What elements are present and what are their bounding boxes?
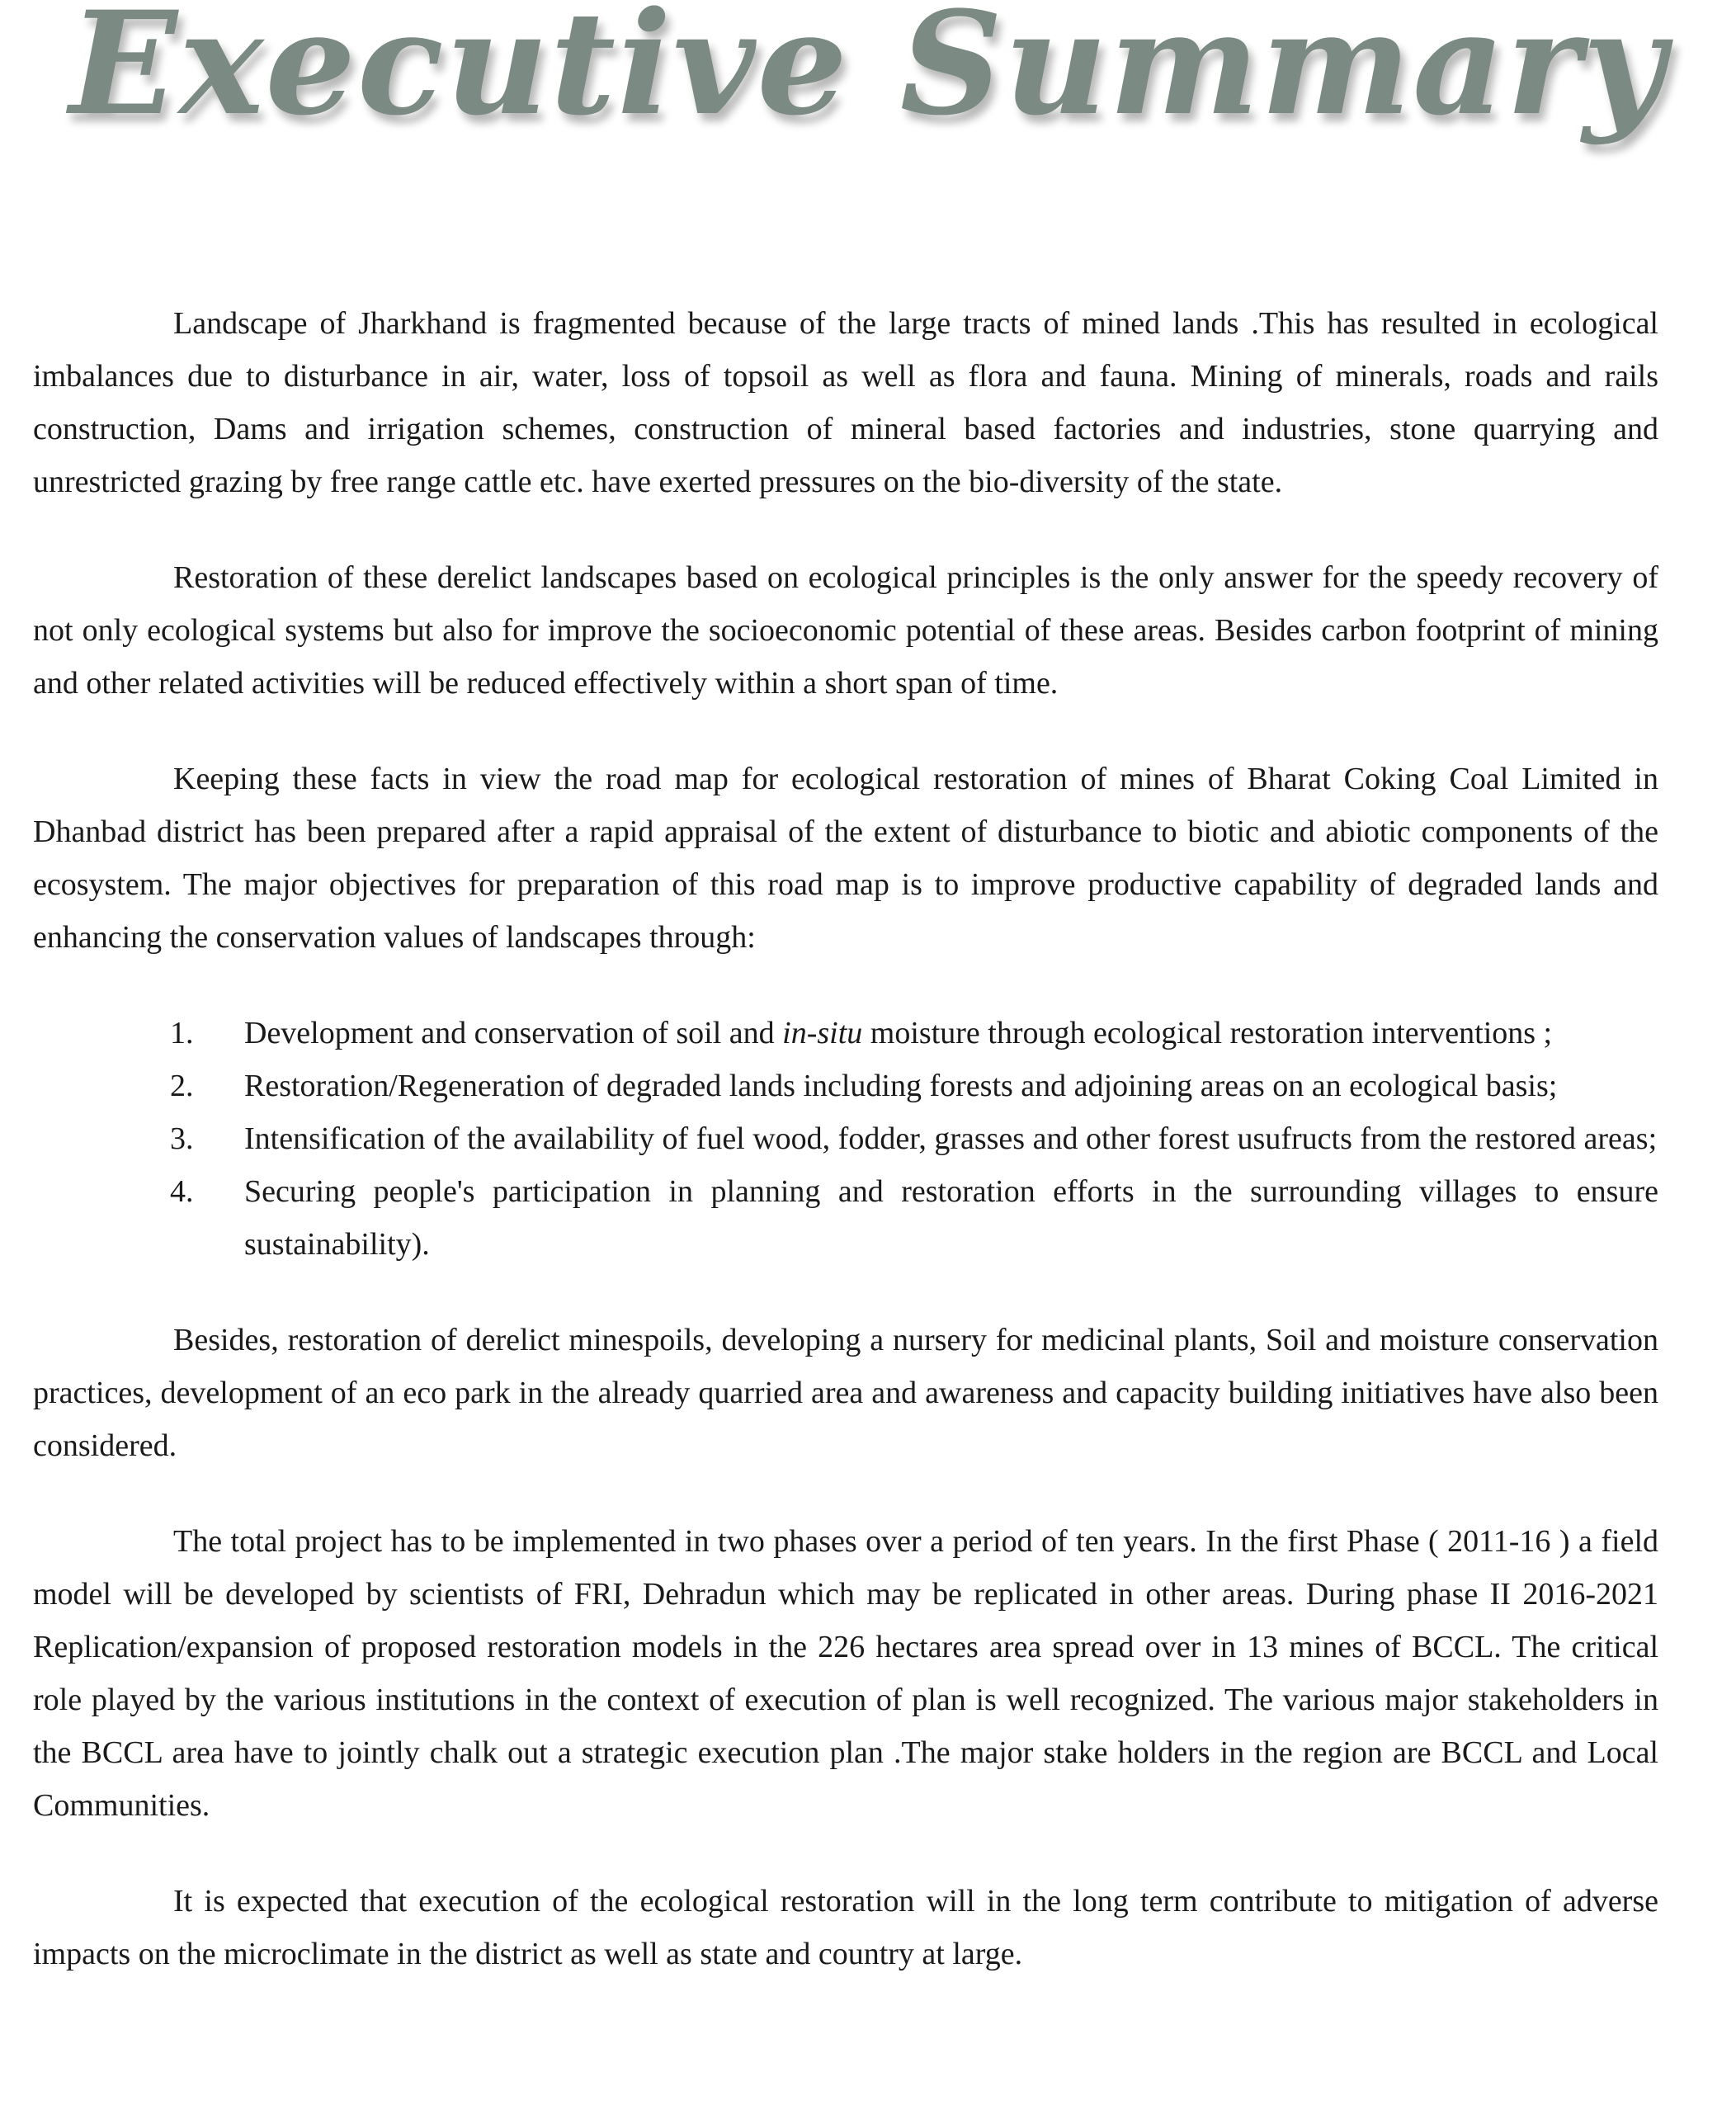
objective-text: Intensification of the availability of fuel wood, fodder, grasses and other forest usufructs from the restored areas; — [244, 1121, 1658, 1156]
paragraph-additional-initiatives: Besides, restoration of derelict minespoils, developing a nursery for medicinal plants, Soil and moisture conservation practices, development of an eco park in the already quarried area and awareness and capacity building initiatives have also been considered. — [33, 1323, 1658, 1463]
document-body — [33, 297, 1658, 2023]
objective-number: 2. — [170, 1069, 194, 1103]
objective-number: 3. — [170, 1121, 194, 1156]
objective-text: Securing people's participation in planning and restoration efforts in the surrounding villages to ensure sustainability). — [244, 1174, 1658, 1262]
objective-text-end: moisture through ecological restoration interventions ; — [862, 1016, 1553, 1050]
paragraph-road-map: Keeping these facts in view the road map for ecological restoration of mines of Bharat Coking Coal Limited in Dhanbad district has been prepared after a rapid appraisal of the extent of disturbance to biotic and abiotic components of the ecosystem. The major objectives for preparation of this road map is to improve productive capability of degraded lands and enhancing the conservation values of landscapes through: — [33, 762, 1658, 955]
objective-text: Restoration/Regeneration of degraded lands including forests and adjoining areas on an ecological basis; — [244, 1069, 1558, 1103]
paragraph-project-phases: The total project has to be implemented in two phases over a period of ten years. In the first Phase ( 2011-16 ) a field model will be developed by scientists of FRI, Dehradun which may be replicated in other areas. During phase II 2016-2021 Replication/expansion of proposed restoration models in the 226 hectares area spread over in 13 mines of BCCL. The critical role played by the various institutions in the context of execution of plan is well recognized. The various major stakeholders in the BCCL area have to jointly chalk out a strategic execution plan .The major stake holders in the region are BCCL and Local Communities. — [33, 1524, 1658, 1823]
paragraph-restoration: Restoration of these derelict landscapes based on ecological principles is the only answer for the speedy recovery of not only ecological systems but also for improve the socioeconomic potential of these areas. Besides carbon footprint of mining and other related activities will be reduced effectively within a short span of time. — [33, 560, 1658, 701]
objectives-list — [33, 1007, 1658, 1271]
objective-item-4 — [33, 1165, 1658, 1271]
objective-item-1 — [33, 1007, 1658, 1060]
objective-item-3 — [33, 1112, 1658, 1165]
objective-number: 4. — [170, 1174, 194, 1209]
page-title: Executive Summary — [68, 0, 1668, 147]
paragraph-landscape: Landscape of Jharkhand is fragmented because of the large tracts of mined lands .This has resulted in ecological imbalances due to disturbance in air, water, loss of topsoil as well as flora and fauna. Mining of minerals, roads and rails construction, Dams and irrigation schemes, construction of mineral based factories and industries, stone quarrying and unrestricted grazing by free range cattle etc. have exerted pressures on the bio-diversity of the state. — [33, 306, 1658, 499]
objective-item-2 — [33, 1060, 1658, 1112]
paragraph-expected-outcome: It is expected that execution of the ecological restoration will in the long term contribute to mitigation of adverse impacts on the microclimate in the district as well as state and country at large. — [33, 1884, 1658, 1971]
objective-number: 1. — [170, 1016, 194, 1050]
objective-text-italic: in-situ — [782, 1016, 863, 1050]
objective-text-start: Development and conservation of soil and — [244, 1016, 783, 1050]
